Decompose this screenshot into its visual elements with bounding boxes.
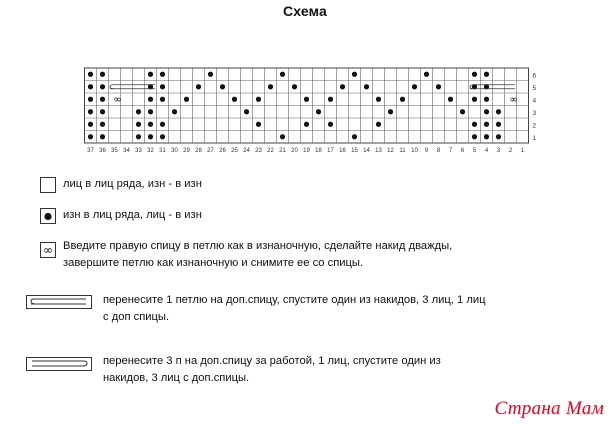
purl-dot bbox=[160, 122, 165, 127]
purl-dot bbox=[136, 134, 141, 139]
purl-dot bbox=[460, 109, 465, 114]
purl-dot bbox=[256, 122, 261, 127]
purl-dot bbox=[184, 97, 189, 102]
purl-dot bbox=[136, 109, 141, 114]
column-label: 9 bbox=[424, 148, 429, 154]
purl-dot bbox=[352, 134, 357, 139]
column-label: 20 bbox=[291, 148, 298, 154]
legend-text-cable-left: перенесите 1 петлю на доп.спицу, спустите один из накидов, 3 лиц, 1 лиц с доп спицы. bbox=[103, 294, 486, 323]
purl-dot bbox=[196, 84, 201, 89]
column-label: 14 bbox=[363, 148, 370, 154]
chart-title: Схема bbox=[282, 3, 328, 19]
purl-dot bbox=[148, 97, 153, 102]
row-label: 6 bbox=[532, 72, 537, 80]
column-label: 35 bbox=[111, 148, 118, 154]
purl-dot bbox=[172, 109, 177, 114]
purl-dot bbox=[100, 72, 105, 77]
column-label: 19 bbox=[303, 148, 310, 154]
purl-dot bbox=[160, 97, 165, 102]
purl-dot bbox=[100, 84, 105, 89]
purl-dot bbox=[340, 84, 345, 89]
purl-dot bbox=[148, 122, 153, 127]
row-label: 4 bbox=[532, 97, 537, 105]
purl-dot bbox=[280, 134, 285, 139]
legend-cable-right-icon bbox=[26, 357, 92, 371]
purl-dot bbox=[88, 109, 93, 114]
purl-dot bbox=[472, 72, 477, 77]
watermark-logo: Страна Мам bbox=[494, 398, 604, 419]
column-label: 15 bbox=[351, 148, 358, 154]
infinity-mark: ∞ bbox=[113, 94, 122, 106]
purl-dot bbox=[88, 72, 93, 77]
purl-dot bbox=[496, 134, 501, 139]
column-label: 22 bbox=[267, 148, 274, 154]
column-label: 3 bbox=[496, 148, 501, 154]
purl-dot bbox=[208, 72, 213, 77]
purl-dot bbox=[136, 122, 141, 127]
column-label: 21 bbox=[279, 148, 286, 154]
purl-dot bbox=[448, 97, 453, 102]
purl-dot bbox=[400, 97, 405, 102]
purl-dot bbox=[244, 109, 249, 114]
legend-text-purl: изн в лиц ряда, лиц - в изн bbox=[63, 209, 202, 221]
row-label: 2 bbox=[532, 122, 537, 130]
purl-dot bbox=[484, 97, 489, 102]
purl-dot bbox=[88, 134, 93, 139]
column-label: 1 bbox=[520, 148, 525, 154]
row-label: 1 bbox=[532, 134, 537, 142]
purl-dot bbox=[316, 109, 321, 114]
purl-dot bbox=[148, 134, 153, 139]
purl-dot bbox=[148, 72, 153, 77]
column-label: 6 bbox=[460, 148, 465, 154]
column-label: 12 bbox=[387, 148, 394, 154]
purl-dot bbox=[376, 122, 381, 127]
column-label: 29 bbox=[183, 148, 190, 154]
purl-dot bbox=[364, 84, 369, 89]
legend-text-knit: лиц в лиц ряда, изн - в изн bbox=[63, 178, 202, 190]
purl-dot bbox=[496, 122, 501, 127]
purl-dot bbox=[472, 122, 477, 127]
purl-dot bbox=[304, 97, 309, 102]
purl-dot bbox=[376, 97, 381, 102]
purl-dot bbox=[88, 122, 93, 127]
column-label: 37 bbox=[87, 148, 94, 154]
column-label: 33 bbox=[135, 148, 142, 154]
purl-dot bbox=[424, 72, 429, 77]
purl-dot bbox=[160, 134, 165, 139]
purl-dot bbox=[352, 72, 357, 77]
purl-dot bbox=[232, 97, 237, 102]
infinity-mark: ∞ bbox=[509, 94, 518, 106]
column-label: 31 bbox=[159, 148, 166, 154]
column-label: 34 bbox=[123, 148, 130, 154]
purl-dot bbox=[484, 134, 489, 139]
column-label: 25 bbox=[231, 148, 238, 154]
purl-dot bbox=[328, 122, 333, 127]
column-label: 32 bbox=[147, 148, 154, 154]
purl-dot bbox=[472, 97, 477, 102]
row-label: 5 bbox=[532, 84, 537, 92]
legend-dot-square-icon bbox=[40, 208, 56, 224]
purl-dot bbox=[388, 109, 393, 114]
knitting-chart bbox=[84, 64, 570, 156]
purl-dot bbox=[496, 109, 501, 114]
column-label: 8 bbox=[436, 148, 441, 154]
column-label: 17 bbox=[327, 148, 334, 154]
column-label: 28 bbox=[195, 148, 202, 154]
purl-dot bbox=[484, 109, 489, 114]
column-label: 4 bbox=[484, 148, 489, 154]
purl-dot bbox=[100, 109, 105, 114]
column-label: 2 bbox=[508, 148, 513, 154]
purl-dot bbox=[160, 84, 165, 89]
column-label: 36 bbox=[99, 148, 106, 154]
column-label: 16 bbox=[339, 148, 346, 154]
purl-dot bbox=[100, 134, 105, 139]
purl-dot bbox=[328, 97, 333, 102]
purl-dot bbox=[280, 72, 285, 77]
legend-infinity-square-icon bbox=[40, 242, 56, 258]
purl-dot bbox=[268, 84, 273, 89]
column-label: 18 bbox=[315, 148, 322, 154]
purl-dot bbox=[160, 72, 165, 77]
purl-dot bbox=[220, 84, 225, 89]
svg-text:∞: ∞ bbox=[43, 243, 53, 257]
column-label: 11 bbox=[399, 148, 406, 154]
legend-empty-square-icon bbox=[40, 177, 56, 193]
purl-dot bbox=[256, 97, 261, 102]
column-label: 24 bbox=[243, 148, 250, 154]
purl-dot bbox=[100, 97, 105, 102]
column-label: 23 bbox=[255, 148, 262, 154]
column-label: 30 bbox=[171, 148, 178, 154]
legend-cable-left-icon bbox=[26, 295, 92, 309]
purl-dot bbox=[100, 122, 105, 127]
purl-dot bbox=[472, 134, 477, 139]
column-label: 10 bbox=[411, 148, 418, 154]
purl-dot bbox=[88, 97, 93, 102]
purl-dot bbox=[304, 122, 309, 127]
legend-text-double-wrap: Введите правую спицу в петлю как в изнаночную, сделайте накид дважды, завершите петлю как изнаночную и снимите ее со спицы. bbox=[63, 240, 453, 269]
purl-dot bbox=[484, 72, 489, 77]
column-label: 13 bbox=[375, 148, 382, 154]
purl-dot bbox=[412, 84, 417, 89]
purl-dot bbox=[436, 84, 441, 89]
row-label: 3 bbox=[532, 109, 537, 117]
purl-dot bbox=[484, 122, 489, 127]
column-label: 7 bbox=[448, 148, 453, 154]
column-label: 26 bbox=[219, 148, 226, 154]
purl-dot bbox=[292, 84, 297, 89]
purl-dot bbox=[148, 109, 153, 114]
column-label: 27 bbox=[207, 148, 214, 154]
column-label: 5 bbox=[472, 148, 477, 154]
purl-dot bbox=[88, 84, 93, 89]
legend-text-cable-right: перенесите 3 п на доп.спицу за работой, 1 лиц, спустите один из накидов, 3 лиц с доп.спицы. bbox=[103, 355, 441, 384]
